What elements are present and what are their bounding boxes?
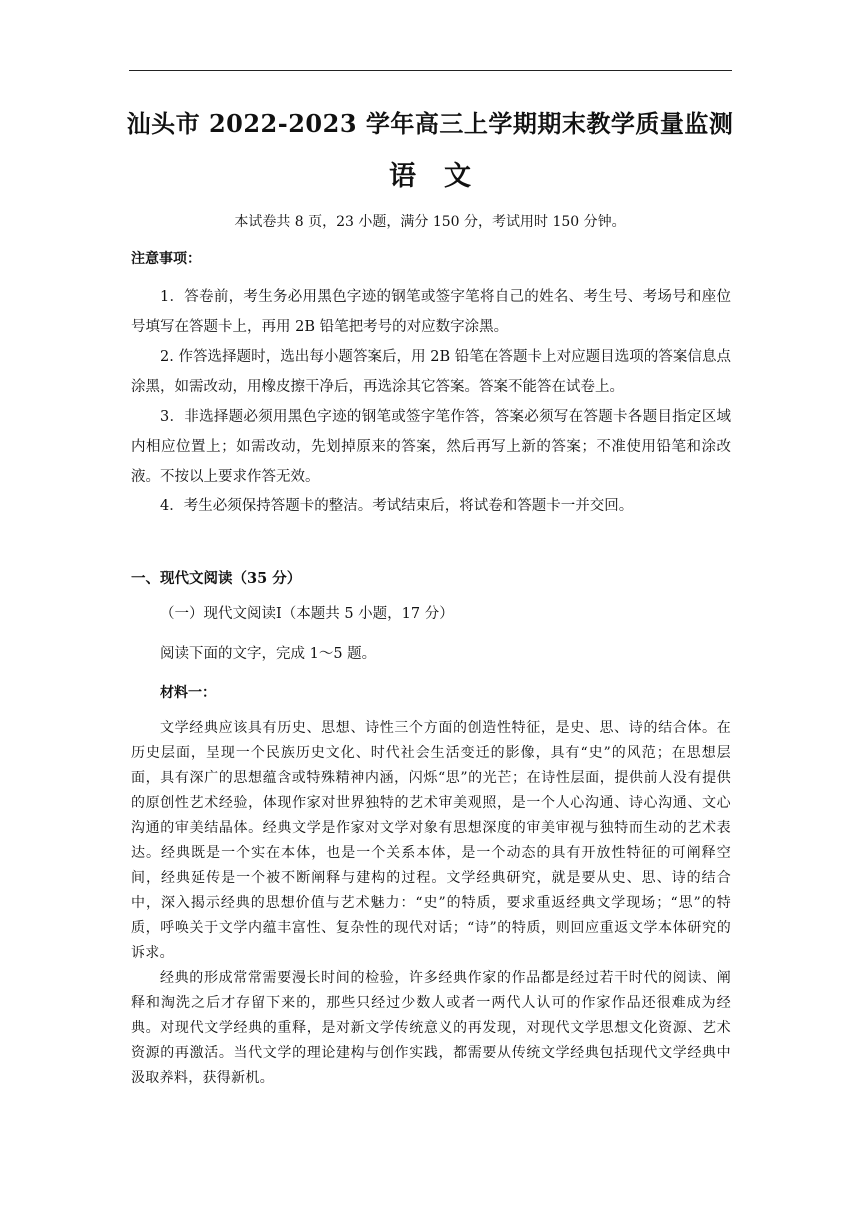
notice-item: 3．非选择题必须用黑色字迹的钢笔或签字笔作答，答案必须写在答题卡各题目指定区域内相应位置上；如需改动，先划掉原来的答案，然后再写上新的答案；不准使用铅笔和涂改液。不按以上要求作答无效。 (131, 409, 731, 485)
material-label: 材料一： (160, 685, 216, 701)
notice-item: 2. 作答选择题时，选出每小题答案后，用 2B 铅笔在答题卡上对应题目选项的答案信息点涂黑，如需改动，用橡皮擦干净后，再选涂其它答案。答案不能答在试卷上。 (131, 349, 731, 395)
subsection-heading: （一）现代文阅读Ⅰ（本题共 5 小题，17 分） (160, 606, 454, 622)
subject-title: 语文 (389, 161, 499, 192)
header-rule (129, 70, 732, 71)
notice-heading: 注意事项： (131, 251, 201, 267)
exam-title: 汕头市 2022-2023 学年高三上学期期末教学质量监测 (126, 109, 734, 138)
section-heading: 一、现代文阅读（35 分） (131, 570, 302, 587)
notice-item: 1．答卷前，考生务必用黑色字迹的钢笔或签字笔将自己的姓名、考生号、考场号和座位号填写在答题卡上，再用 2B 铅笔把考号的对应数字涂黑。 (131, 289, 731, 335)
exam-summary: 本试卷共 8 页，23 小题，满分 150 分，考试用时 150 分钟。 (234, 214, 626, 230)
notice-item: 4．考生必须保持答题卡的整洁。考试结束后，将试卷和答题卡一并交回。 (160, 498, 634, 514)
reading-instruction: 阅读下面的文字，完成 1～5 题。 (160, 646, 377, 662)
material-paragraph: 经典的形成常常需要漫长时间的检验，许多经典作家的作品都是经过若干时代的阅读、阐释和淘洗之后才存留下来的，那些只经过少数人或者一两代人认可的作家作品还很难成为经典。对现代文学经典的重释，是对新文学传统意义的再发现，对现代文学思想文化资源、艺术资源的再激活。当代文学的理论建构与创作实践，都需要从传统文学经典包括现代文学经典中汲取养料，获得新机。 (131, 970, 731, 1086)
material-paragraph: 文学经典应该具有历史、思想、诗性三个方面的创造性特征，是史、思、诗的结合体。在历史层面，呈现一个民族历史文化、时代社会生活变迁的影像，具有“史”的风范；在思想层面，具有深广的思想蕴含或特殊精神内涵，闪烁“思”的光芒；在诗性层面，提供前人没有提供的原创性艺术经验，体现作家对世界独特的艺术审美观照，是一个人心沟通、诗心沟通、文心沟通的审美结晶体。经典文学是作家对文学对象有思想深度的审美审视与独特而生动的艺术表达。经典既是一个实在本体，也是一个关系本体，是一个动态的具有开放性特征的可阐释空间，经典延传是一个被不断阐释与建构的过程。文学经典研究，就是要从史、思、诗的结合中，深入揭示经典的思想价值与艺术魅力：“史”的特质，要求重返经典文学现场；“思”的特质，呼唤关于文学内蕴丰富性、复杂性的现代对话；“诗”的特质，则回应重返文学本体研究的诉求。 (131, 720, 731, 961)
